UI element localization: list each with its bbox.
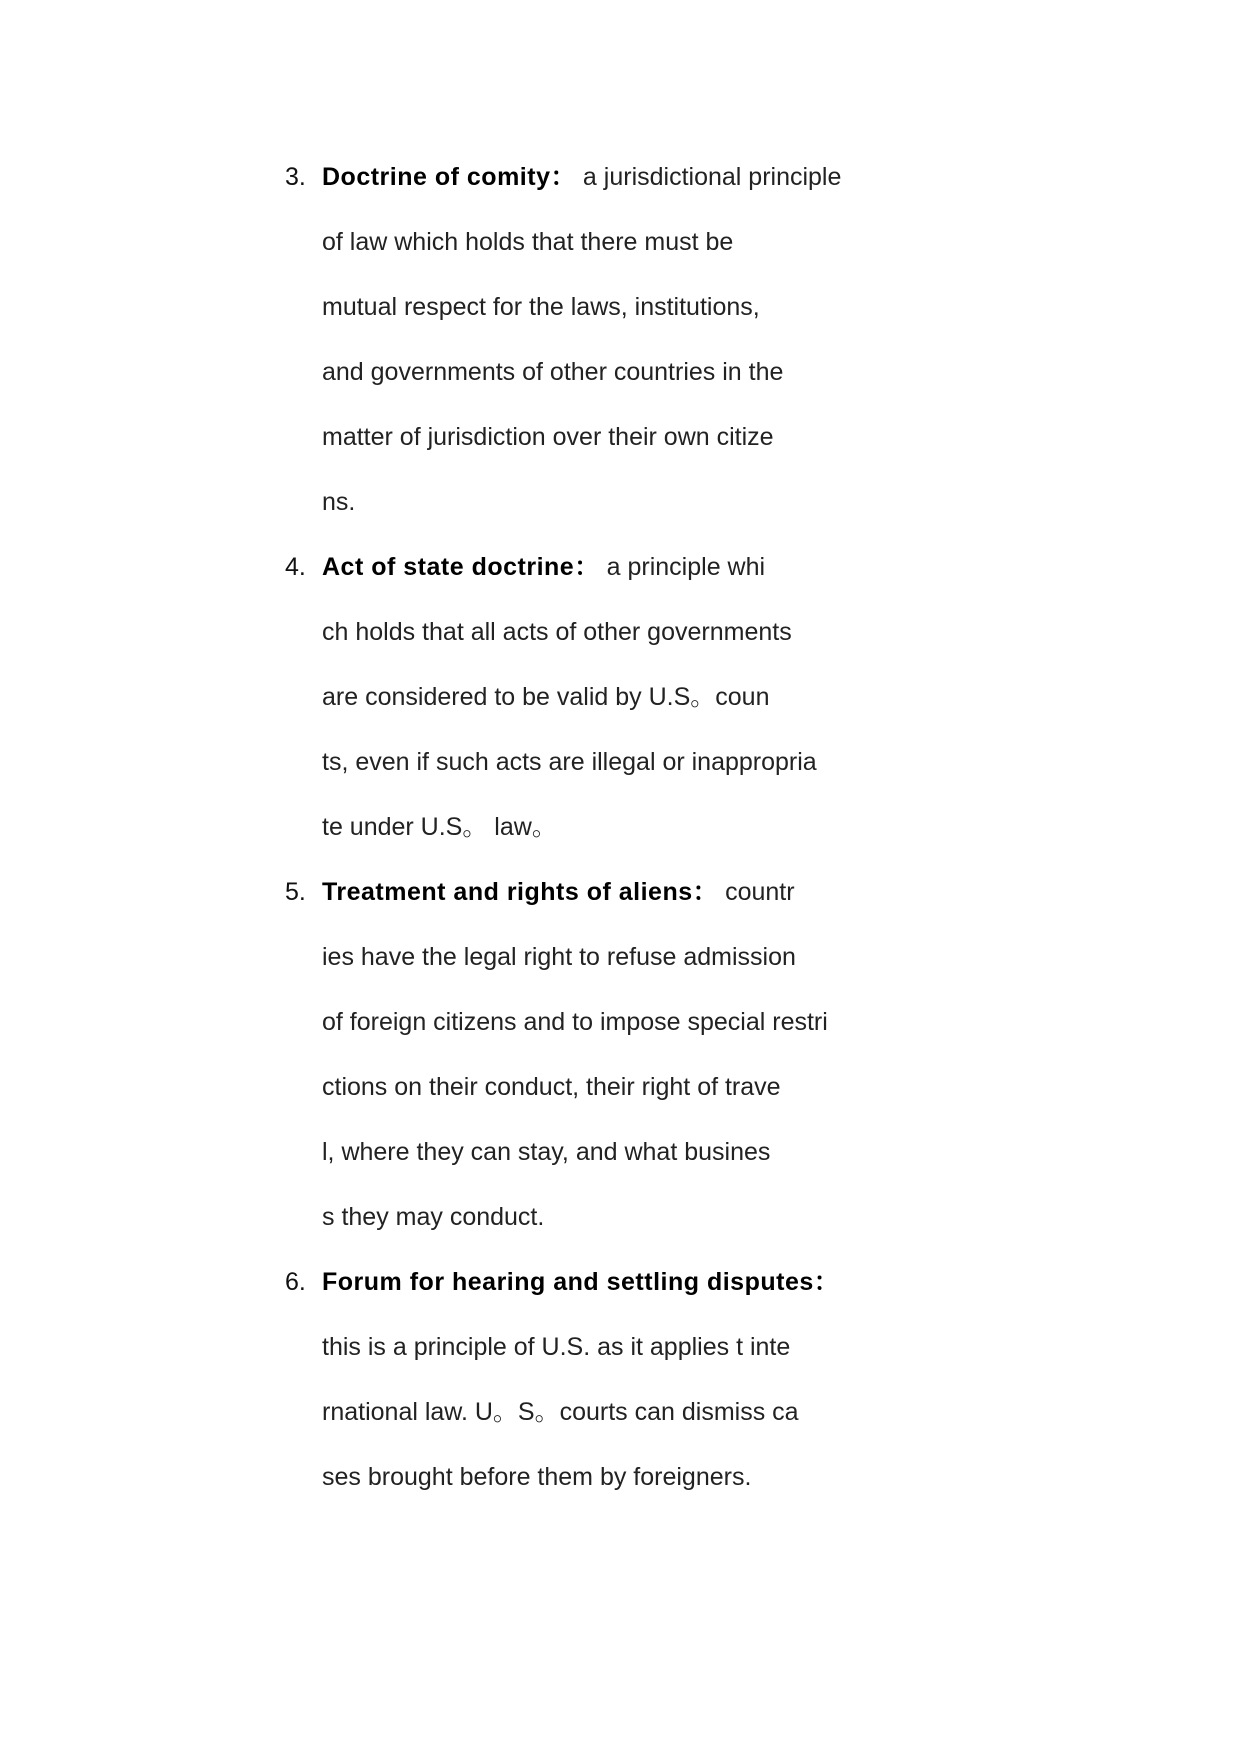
item-text-line: of foreign citizens and to impose special restri xyxy=(322,1008,828,1036)
item-text-line: and governments of other countries in the xyxy=(322,358,784,386)
item-text-line: mutual respect for the laws, institutions, xyxy=(322,293,760,321)
item-text-line: ctions on their conduct, their right of trave xyxy=(322,1073,781,1101)
list-item xyxy=(285,145,1105,535)
item-number: 6. xyxy=(285,1268,306,1296)
item-first-line xyxy=(285,145,1105,210)
item-text-line: are considered to be valid by U.S。coun xyxy=(322,683,770,711)
item-description-start: a principle whi xyxy=(599,553,766,581)
item-text-line: te under U.S。 law。 xyxy=(322,813,557,841)
item-text-line: ns. xyxy=(322,488,356,516)
list-item xyxy=(285,1250,1105,1510)
item-term: Forum for hearing and settling disputes： xyxy=(322,1268,840,1296)
list-item xyxy=(285,860,1105,1250)
item-text-line: l, where they can stay, and what busines xyxy=(322,1138,771,1166)
item-first-line xyxy=(285,1250,1105,1315)
item-number: 5. xyxy=(285,878,306,906)
item-text-line: matter of jurisdiction over their own citize xyxy=(322,423,774,451)
item-text-line: ch holds that all acts of other governments xyxy=(322,618,792,646)
item-text-line: ses brought before them by foreigners. xyxy=(322,1463,752,1491)
item-text-line: ies have the legal right to refuse admission xyxy=(322,943,796,971)
item-first-line xyxy=(285,535,1105,600)
item-text-line: this is a principle of U.S. as it applies t inte xyxy=(322,1333,791,1361)
item-term: Act of state doctrine： xyxy=(322,553,600,581)
item-number: 4. xyxy=(285,553,306,581)
item-term: Doctrine of comity： xyxy=(322,163,576,191)
item-first-line xyxy=(285,860,1105,925)
item-number: 3. xyxy=(285,163,306,191)
item-text-line: ts, even if such acts are illegal or inappropria xyxy=(322,748,817,776)
item-term: Treatment and rights of aliens： xyxy=(322,878,719,906)
item-text-line: of law which holds that there must be xyxy=(322,228,734,256)
item-description-start: a jurisdictional principle xyxy=(575,163,842,191)
item-text-line: rnational law. U。S。courts can dismiss ca xyxy=(322,1398,799,1426)
item-text-line: s they may conduct. xyxy=(322,1203,545,1231)
list-item xyxy=(285,535,1105,860)
item-description-start: countr xyxy=(718,878,795,906)
